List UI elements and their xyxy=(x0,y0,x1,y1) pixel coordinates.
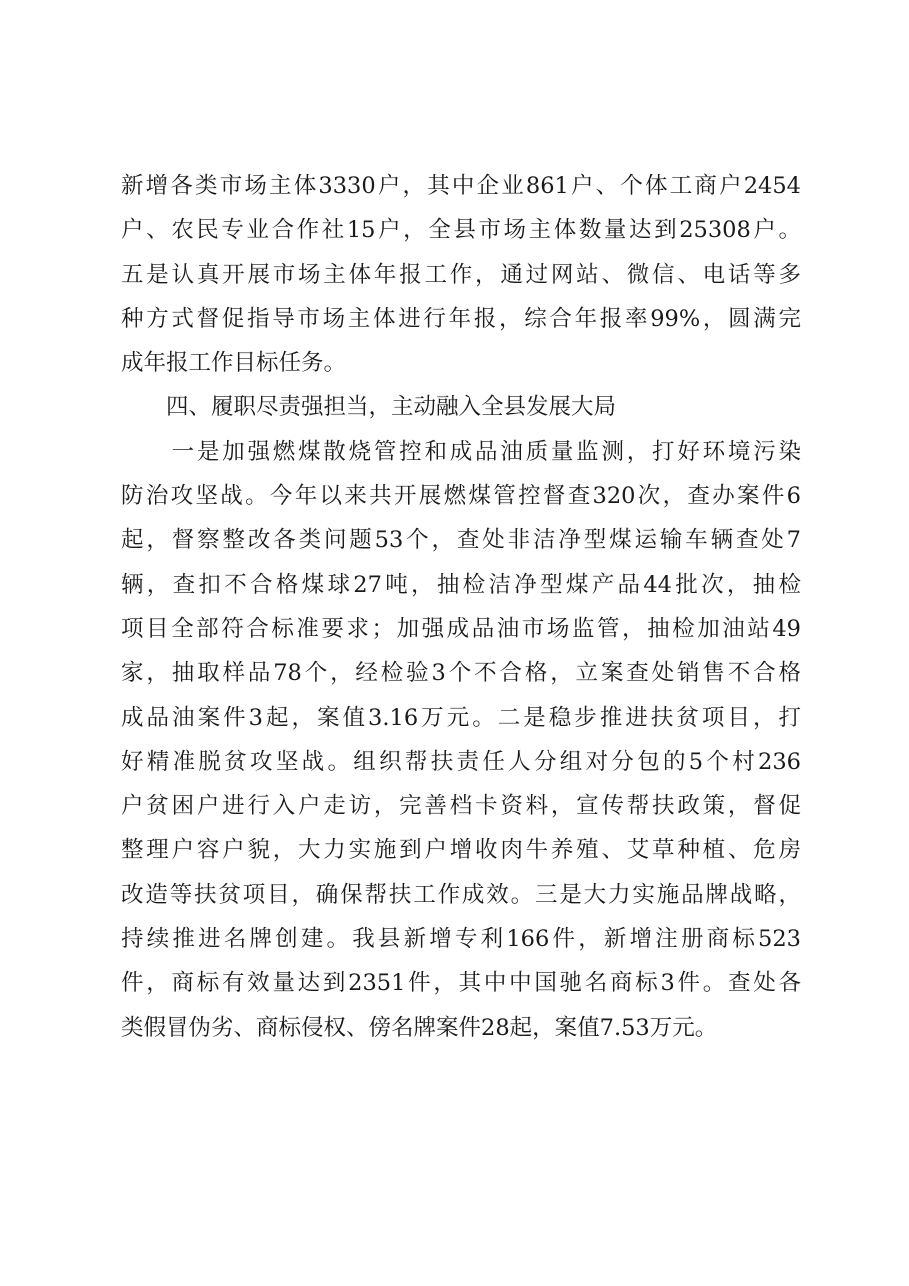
document-body xyxy=(121,164,801,1050)
paragraph-market-entities xyxy=(121,164,801,385)
text-line: 辆，查扣不合格煤球27吨，抽检洁净型煤产品44批次，抽检 xyxy=(121,571,801,598)
text-line: 一是加强燃煤散烧管控和成品油质量监测，打好环境污染 xyxy=(121,438,801,465)
text-line: 整理户容户貌，大力实施到户增收肉牛养殖、艾草种植、危房 xyxy=(121,837,801,864)
text-line: 类假冒伪劣、商标侵权、傍名牌案件28起，案值7.53万元。 xyxy=(121,1014,718,1041)
heading-line: 四、履职尽责强担当，主动融入全县发展大局 xyxy=(121,394,617,421)
text-line: 持续推进名牌创建。我县新增专利166件，新增注册商标523 xyxy=(121,926,801,953)
text-line: 家，抽取样品78个，经检验3个不合格，立案查处销售不合格 xyxy=(121,660,801,687)
text-line: 改造等扶贫项目，确保帮扶工作成效。三是大力实施品牌战略， xyxy=(121,881,801,908)
section-heading xyxy=(121,385,801,429)
text-line: 好精准脱贫攻坚战。组织帮扶责任人分组对分包的5个村236 xyxy=(121,748,801,775)
text-line: 户贫困户进行入户走访，完善档卡资料，宣传帮扶政策，督促 xyxy=(121,793,801,820)
paragraph-section-four xyxy=(121,430,801,1050)
text-line: 新增各类市场主体3330户，其中企业861户、个体工商户2454 xyxy=(121,173,801,199)
text-line: 种方式督促指导市场主体进行年报，综合年报率99%，圆满完 xyxy=(121,305,801,332)
text-line: 户、农民专业合作社15户，全县市场主体数量达到25308户。 xyxy=(121,217,801,244)
text-line: 防治攻坚战。今年以来共开展燃煤管控督查320次，查办案件6 xyxy=(121,483,801,510)
text-line: 五是认真开展市场主体年报工作，通过网站、微信、电话等多 xyxy=(121,261,801,288)
text-line: 成品油案件3起，案值3.16万元。二是稳步推进扶贫项目，打 xyxy=(121,704,801,731)
text-line: 项目全部符合标准要求；加强成品油市场监管，抽检加油站49 xyxy=(121,615,801,642)
text-line: 成年报工作目标任务。 xyxy=(121,350,347,377)
text-line: 件，商标有效量达到2351件，其中中国驰名商标3件。查处各 xyxy=(121,970,801,997)
text-line: 起，督察整改各类问题53个，查处非洁净型煤运输车辆查处7 xyxy=(121,527,801,554)
